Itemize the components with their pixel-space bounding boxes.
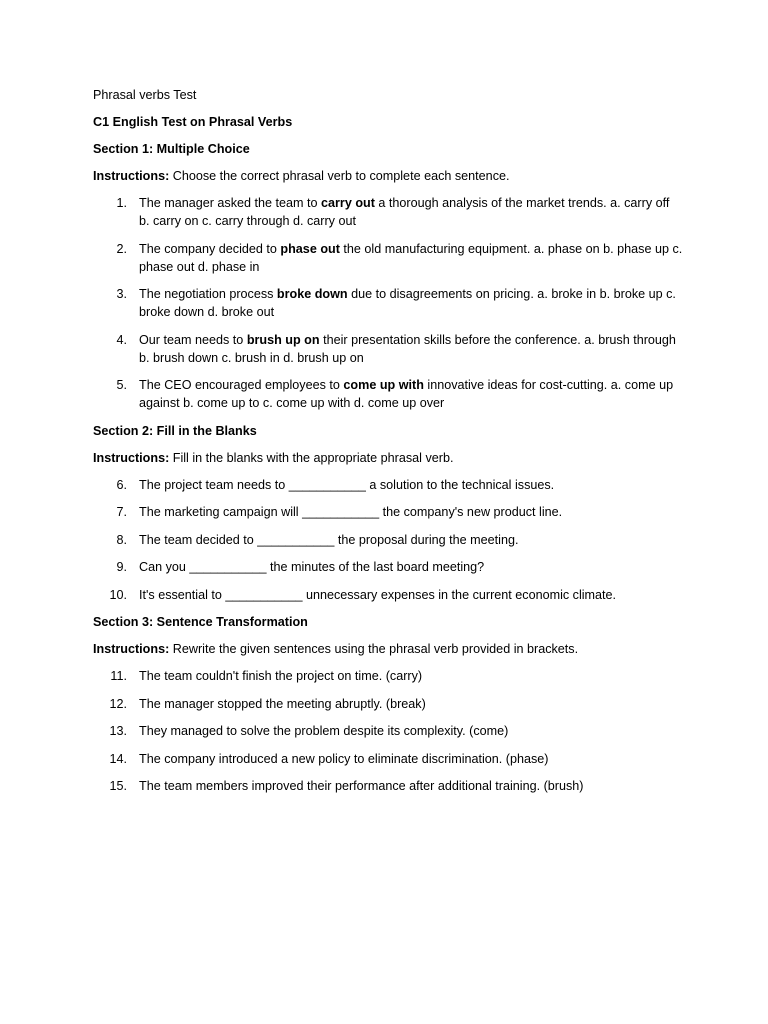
- question-number: 2.: [116, 241, 127, 256]
- question-text-pre: Our team needs to: [139, 332, 247, 347]
- document-page: [93, 86, 683, 805]
- question-text-pre: The negotiation process: [139, 287, 277, 301]
- question-item: [93, 503, 683, 521]
- instructions-label: Instructions:: [93, 450, 170, 465]
- question-text: The team members improved their performance after additional training. (brush): [139, 779, 584, 793]
- question-text: The project team needs to ___________ a solution to the technical issues.: [139, 477, 555, 492]
- question-item: [93, 695, 683, 713]
- question-text-post: the old manufacturing equipment. a. phase on b. phase up c. phase out d. phase in: [139, 241, 683, 274]
- section-1-list: [93, 194, 683, 412]
- question-item: [93, 240, 683, 276]
- question-text: The manager stopped the meeting abruptly. (break): [139, 696, 426, 711]
- instructions-label: Instructions:: [93, 169, 170, 183]
- question-text: The company introduced a new policy to eliminate discrimination. (phase): [139, 751, 549, 766]
- question-text: They managed to solve the problem despite its complexity. (come): [139, 724, 509, 738]
- question-number: 6.: [116, 477, 127, 492]
- question-item: [93, 667, 683, 685]
- question-item: [93, 476, 683, 494]
- question-text-post: a thorough analysis of the market trends. a. carry off b. carry on c. carry through d. carry out: [139, 196, 670, 228]
- section-2-heading: Section 2: Fill in the Blanks: [93, 423, 257, 438]
- question-item: [93, 586, 683, 604]
- instructions-text: Fill in the blanks with the appropriate phrasal verb.: [169, 450, 454, 465]
- section-2-instructions: [93, 449, 683, 467]
- question-item: [93, 194, 683, 230]
- question-item: [93, 750, 683, 768]
- section-2-list: [93, 476, 683, 604]
- phrasal-verb: come up with: [343, 378, 424, 392]
- phrasal-verb: carry out: [321, 196, 375, 210]
- phrasal-verb: broke down: [276, 287, 348, 301]
- question-text-post: their presentation skills before the conference. a. brush through b. brush down c. brush in d. brush up on: [139, 332, 676, 365]
- question-number: 10.: [109, 587, 127, 602]
- question-number: 8.: [116, 532, 127, 547]
- question-number: 4.: [116, 332, 127, 347]
- section-3-heading: Section 3: Sentence Transformation: [93, 615, 308, 629]
- instructions-text: Choose the correct phrasal verb to complete each sentence.: [169, 169, 510, 183]
- phrasal-verb: phase out: [280, 241, 340, 256]
- question-number: 15.: [109, 779, 127, 793]
- question-text: The team couldn't finish the project on time. (carry): [139, 669, 423, 683]
- question-text-pre: The manager asked the team to: [139, 196, 322, 210]
- instructions-label: Instructions:: [93, 642, 170, 656]
- document-title: Phrasal verbs Test: [93, 88, 197, 102]
- question-number: 13.: [109, 724, 127, 738]
- question-number: 9.: [116, 560, 127, 574]
- question-number: 7.: [116, 505, 127, 519]
- section-1-heading: Section 1: Multiple Choice: [93, 142, 250, 156]
- test-title: C1 English Test on Phrasal Verbs: [93, 115, 293, 129]
- question-text-pre: The CEO encouraged employees to: [139, 378, 344, 392]
- question-item: [93, 331, 683, 367]
- section-3-list: [93, 667, 683, 795]
- question-text: The team decided to ___________ the proposal during the meeting.: [139, 532, 519, 547]
- question-item: [93, 285, 683, 321]
- question-text: Can you ___________ the minutes of the last board meeting?: [139, 560, 485, 574]
- question-item: [93, 777, 683, 795]
- question-number: 12.: [109, 696, 127, 711]
- question-number: 5.: [116, 378, 127, 392]
- question-number: 11.: [110, 669, 127, 683]
- instructions-text: Rewrite the given sentences using the phrasal verb provided in brackets.: [169, 642, 579, 656]
- question-item: [93, 722, 683, 740]
- phrasal-verb: brush up on: [246, 332, 320, 347]
- question-text: The marketing campaign will ___________ the company's new product line.: [139, 505, 563, 519]
- question-item: [93, 558, 683, 576]
- question-item: [93, 531, 683, 549]
- question-text: It's essential to ___________ unnecessary expenses in the current economic climate.: [139, 587, 617, 602]
- section-1-instructions: [93, 167, 683, 185]
- question-number: 1.: [116, 196, 127, 210]
- question-number: 14.: [109, 751, 127, 766]
- question-text-post: innovative ideas for cost-cutting. a. come up against b. come up to c. come up with d. come up over: [139, 378, 674, 410]
- question-text-post: due to disagreements on pricing. a. broke in b. broke up c. broke down d. broke out: [139, 287, 676, 319]
- section-3-instructions: [93, 640, 683, 658]
- question-item: [93, 376, 683, 412]
- question-number: 3.: [116, 287, 127, 301]
- question-text-pre: The company decided to: [139, 241, 281, 256]
